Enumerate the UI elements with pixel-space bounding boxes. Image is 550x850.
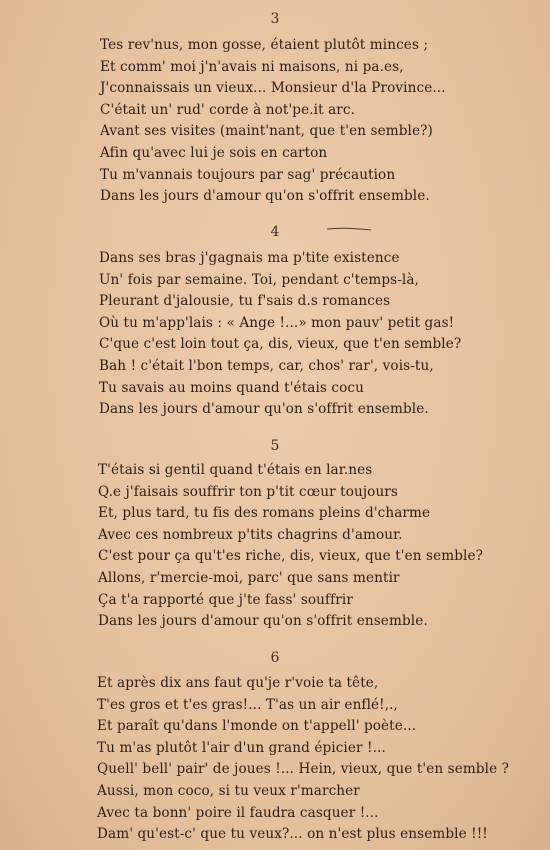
verse-line: T'es gros et t'es gras!... T'as un air enflé!,.,	[97, 696, 398, 713]
verse-line: Tu m'vannais toujours par sag' précaution	[100, 166, 396, 183]
verse-line: J'connaissais un vieux... Monsieur d'la Province...	[100, 80, 446, 97]
verse-line: Aussi, mon coco, si tu veux r'marcher	[97, 782, 360, 799]
stanza	[0, 248, 550, 421]
verse-line: Avec ces nombreux p'tits chagrins d'amour.	[98, 526, 403, 543]
verse-line: Dans ses bras j'gagnais ma p'tite existence	[99, 250, 400, 266]
verse-line: Tu savais au moins quand t'étais cocu	[99, 379, 364, 396]
verse-line: Quell' bell' pair' de joues !... Hein, vieux, que t'en semble ?	[97, 761, 510, 778]
verse-line: Et comm' moi j'n'avais ni maisons, ni pa.es,	[100, 58, 404, 75]
verse-line: Dans les jours d'amour qu'on s'offrit ensemble.	[98, 613, 428, 630]
verse-line: Un' fois par semaine. Toi, pendant c'temps-là,	[99, 271, 419, 288]
verse-line: C'était un' rud' corde à not'pe.it arc.	[100, 101, 356, 118]
verse-line: Afin qu'avec lui je sois en carton	[100, 144, 328, 161]
stray-pen-mark	[325, 226, 373, 232]
verse-line: T'étais si gentil quand t'étais en lar.nes	[98, 462, 373, 478]
stanza	[0, 460, 550, 633]
verse-line: Tu m'as plutôt l'air d'un grand épicier !...	[97, 739, 386, 756]
verse-line: Bah ! c'était l'bon temps, car, chos' rar', vois-tu,	[99, 357, 434, 374]
stanza	[0, 35, 550, 208]
verse-line: Dans les jours d'amour qu'on s'offrit ensemble.	[100, 188, 430, 205]
verse-line: Où tu m'app'lais : « Ange !...» mon pauv' petit gas!	[99, 314, 455, 331]
stanza-number: 3	[270, 11, 280, 27]
verse-line: Et après dix ans faut qu'je r'voie ta tête,	[97, 675, 379, 691]
stanza-number: 4	[270, 224, 280, 240]
verse-line: Dans les jours d'amour qu'on s'offrit ensemble.	[99, 401, 429, 418]
verse-line: Ça t'a rapporté que j'te fass' souffrir	[98, 591, 353, 608]
verse-line: Allons, r'mercie-moi, parc' que sans mentir	[98, 569, 400, 586]
verse-line: Q.e j'faisais souffrir ton p'tit cœur toujours	[98, 483, 398, 500]
verse-line: Avant ses visites (maint'nant, que t'en semble?)	[100, 123, 433, 140]
verse-line: Pleurant d'jalousie, tu f'sais d.s romances	[99, 293, 391, 310]
verse-line: Tes rev'nus, mon gosse, étaient plutôt minces ;	[100, 37, 429, 53]
verse-line: Avec ta bonn' poire il faudra casquer !...	[97, 804, 379, 821]
verse-line: Et paraît qu'dans l'monde on t'appell' poète...	[97, 718, 417, 735]
stanza-number: 6	[270, 650, 280, 666]
stanza-number: 5	[270, 438, 280, 454]
verse-line: C'est pour ça qu't'es riche, dis, vieux, que t'en semble?	[98, 548, 484, 565]
verse-line: C'que c'est loin tout ça, dis, vieux, que t'en semble?	[99, 336, 462, 353]
verse-line: Et, plus tard, tu fis des romans pleins d'charme	[98, 505, 431, 522]
verse-line: Dam' qu'est-c' que tu veux?... on n'est plus ensemble !!!	[97, 826, 488, 843]
stanza	[0, 673, 550, 846]
